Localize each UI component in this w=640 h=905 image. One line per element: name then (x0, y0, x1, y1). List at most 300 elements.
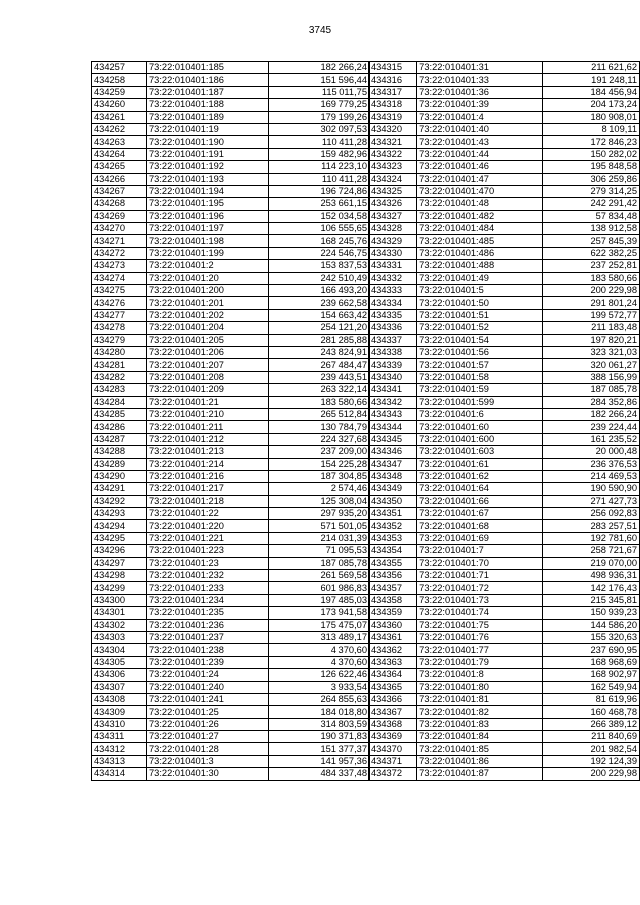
table-row (369, 483, 640, 495)
value-cell: 57 834,48 (543, 210, 640, 222)
cadastral-number-cell: 73:22:010401:85 (417, 743, 543, 755)
value-cell: 187 085,78 (543, 384, 640, 396)
cadastral-number-cell: 73:22:010401:40 (417, 123, 543, 135)
cadastral-number-cell: 73:22:010401:83 (417, 718, 543, 730)
table-row (92, 223, 370, 235)
table-row (369, 669, 640, 681)
row-number-cell: 434344 (369, 421, 417, 433)
value-cell: 200 229,98 (543, 285, 640, 297)
table-row (369, 111, 640, 123)
value-cell: 219 070,00 (543, 557, 640, 569)
value-cell: 155 320,63 (543, 631, 640, 643)
value-cell: 283 257,51 (543, 520, 640, 532)
cadastral-number-cell: 73:22:010401:200 (147, 285, 269, 297)
value-cell: 204 173,24 (543, 99, 640, 111)
row-number-cell: 434264 (92, 148, 147, 160)
row-number-cell: 434310 (92, 718, 147, 730)
cadastral-number-cell: 73:22:010401:22 (147, 508, 269, 520)
row-number-cell: 434306 (92, 669, 147, 681)
cadastral-number-cell: 73:22:010401:239 (147, 656, 269, 668)
value-cell: 271 427,73 (543, 495, 640, 507)
cadastral-number-cell: 73:22:010401:186 (147, 74, 269, 86)
row-number-cell: 434369 (369, 731, 417, 743)
table-row (92, 123, 370, 135)
row-number-cell: 434324 (369, 173, 417, 185)
table-row (92, 743, 370, 755)
cadastral-number-cell: 73:22:010401:192 (147, 161, 269, 173)
row-number-cell: 434332 (369, 272, 417, 284)
table-row (369, 371, 640, 383)
value-cell: 169 779,25 (269, 99, 370, 111)
value-cell: 173 941,58 (269, 607, 370, 619)
cadastral-number-cell: 73:22:010401:31 (417, 62, 543, 74)
cadastral-number-cell: 73:22:010401:57 (417, 359, 543, 371)
table-row (369, 74, 640, 86)
table-row (92, 532, 370, 544)
table-row (92, 768, 370, 780)
row-number-cell: 434282 (92, 371, 147, 383)
value-cell: 197 485,03 (269, 594, 370, 606)
value-cell: 266 389,12 (543, 718, 640, 730)
value-cell: 130 784,79 (269, 421, 370, 433)
row-number-cell: 434257 (92, 62, 147, 74)
table-row (92, 322, 370, 334)
row-number-cell: 434284 (92, 396, 147, 408)
row-number-cell: 434274 (92, 272, 147, 284)
table-row (92, 706, 370, 718)
row-number-cell: 434295 (92, 532, 147, 544)
value-cell: 261 569,58 (269, 570, 370, 582)
cadastral-number-cell: 73:22:010401:60 (417, 421, 543, 433)
row-number-cell: 434267 (92, 185, 147, 197)
cadastral-number-cell: 73:22:010401:6 (417, 408, 543, 420)
row-number-cell: 434276 (92, 297, 147, 309)
table-row (369, 557, 640, 569)
row-number-cell: 434320 (369, 123, 417, 135)
value-cell: 168 902,97 (543, 669, 640, 681)
cadastral-number-cell: 73:22:010401:73 (417, 594, 543, 606)
row-number-cell: 434342 (369, 396, 417, 408)
value-cell: 197 820,21 (543, 334, 640, 346)
cadastral-number-cell: 73:22:010401:24 (147, 669, 269, 681)
table-row (369, 198, 640, 210)
value-cell: 179 199,26 (269, 111, 370, 123)
value-cell: 195 848,58 (543, 161, 640, 173)
table-row (369, 421, 640, 433)
cadastral-number-cell: 73:22:010401:599 (417, 396, 543, 408)
row-number-cell: 434364 (369, 669, 417, 681)
cadastral-number-cell: 73:22:010401:5 (417, 285, 543, 297)
cadastral-number-cell: 73:22:010401:217 (147, 483, 269, 495)
row-number-cell: 434336 (369, 322, 417, 334)
cadastral-number-cell: 73:22:010401:207 (147, 359, 269, 371)
cadastral-number-cell: 73:22:010401:3 (147, 755, 269, 767)
value-cell: 168 968,69 (543, 656, 640, 668)
cadastral-number-cell: 73:22:010401:46 (417, 161, 543, 173)
row-number-cell: 434293 (92, 508, 147, 520)
row-number-cell: 434358 (369, 594, 417, 606)
table-row (369, 223, 640, 235)
value-cell: 279 314,25 (543, 185, 640, 197)
row-number-cell: 434314 (92, 768, 147, 780)
row-number-cell: 434275 (92, 285, 147, 297)
value-cell: 81 619,96 (543, 693, 640, 705)
row-number-cell: 434361 (369, 631, 417, 643)
cadastral-number-cell: 73:22:010401:79 (417, 656, 543, 668)
value-cell: 242 291,42 (543, 198, 640, 210)
row-number-cell: 434366 (369, 693, 417, 705)
row-number-cell: 434333 (369, 285, 417, 297)
row-number-cell: 434273 (92, 260, 147, 272)
table-row (369, 136, 640, 148)
cadastral-number-cell: 73:22:010401:20 (147, 272, 269, 284)
row-number-cell: 434327 (369, 210, 417, 222)
row-number-cell: 434290 (92, 470, 147, 482)
value-cell: 142 176,43 (543, 582, 640, 594)
row-number-cell: 434317 (369, 86, 417, 98)
cadastral-number-cell: 73:22:010401:188 (147, 99, 269, 111)
row-number-cell: 434286 (92, 421, 147, 433)
table-row (369, 731, 640, 743)
value-cell: 257 845,39 (543, 235, 640, 247)
row-number-cell: 434311 (92, 731, 147, 743)
cadastral-number-cell: 73:22:010401:67 (417, 508, 543, 520)
cadastral-number-cell: 73:22:010401:4 (417, 111, 543, 123)
row-number-cell: 434334 (369, 297, 417, 309)
value-cell: 166 493,20 (269, 285, 370, 297)
value-cell: 297 935,20 (269, 508, 370, 520)
value-cell: 115 011,75 (269, 86, 370, 98)
row-number-cell: 434370 (369, 743, 417, 755)
row-number-cell: 434258 (92, 74, 147, 86)
value-cell: 144 586,20 (543, 619, 640, 631)
row-number-cell: 434341 (369, 384, 417, 396)
row-number-cell: 434325 (369, 185, 417, 197)
row-number-cell: 434340 (369, 371, 417, 383)
cadastral-number-cell: 73:22:010401:241 (147, 693, 269, 705)
cadastral-number-cell: 73:22:010401:51 (417, 309, 543, 321)
value-cell: 187 085,78 (269, 557, 370, 569)
cadastral-number-cell: 73:22:010401:68 (417, 520, 543, 532)
value-cell: 153 837,53 (269, 260, 370, 272)
row-number-cell: 434319 (369, 111, 417, 123)
row-number-cell: 434371 (369, 755, 417, 767)
table-row (92, 86, 370, 98)
table-row (369, 272, 640, 284)
row-number-cell: 434359 (369, 607, 417, 619)
value-cell: 258 721,67 (543, 545, 640, 557)
row-number-cell: 434268 (92, 198, 147, 210)
table-row (92, 495, 370, 507)
value-cell: 211 840,69 (543, 731, 640, 743)
cadastral-number-cell: 73:22:010401:76 (417, 631, 543, 643)
row-number-cell: 434263 (92, 136, 147, 148)
row-number-cell: 434262 (92, 123, 147, 135)
table-row (369, 607, 640, 619)
table-row (369, 520, 640, 532)
row-number-cell: 434308 (92, 693, 147, 705)
row-number-cell: 434288 (92, 446, 147, 458)
value-cell: 184 018,80 (269, 706, 370, 718)
cadastral-number-cell: 73:22:010401:218 (147, 495, 269, 507)
value-cell: 484 337,48 (269, 768, 370, 780)
table-row (369, 173, 640, 185)
row-number-cell: 434353 (369, 532, 417, 544)
cadastral-number-cell: 73:22:010401:30 (147, 768, 269, 780)
value-cell: 239 662,58 (269, 297, 370, 309)
row-number-cell: 434300 (92, 594, 147, 606)
cadastral-number-cell: 73:22:010401:66 (417, 495, 543, 507)
row-number-cell: 434335 (369, 309, 417, 321)
cadastral-number-cell: 73:22:010401:8 (417, 669, 543, 681)
row-number-cell: 434367 (369, 706, 417, 718)
table-row (92, 297, 370, 309)
value-cell: 291 801,24 (543, 297, 640, 309)
table-row (92, 755, 370, 767)
table-row (369, 644, 640, 656)
value-cell: 265 512,84 (269, 408, 370, 420)
cadastral-number-cell: 73:22:010401:221 (147, 532, 269, 544)
table-row (369, 62, 640, 74)
value-cell: 71 095,53 (269, 545, 370, 557)
row-number-cell: 434318 (369, 99, 417, 111)
cadastral-number-cell: 73:22:010401:19 (147, 123, 269, 135)
table-row (369, 470, 640, 482)
table-row (369, 161, 640, 173)
row-number-cell: 434362 (369, 644, 417, 656)
value-cell: 151 377,37 (269, 743, 370, 755)
row-number-cell: 434304 (92, 644, 147, 656)
value-cell: 253 661,15 (269, 198, 370, 210)
table-row (369, 768, 640, 780)
cadastral-number-cell: 73:22:010401:196 (147, 210, 269, 222)
table-row (92, 185, 370, 197)
cadastral-number-cell: 73:22:010401:204 (147, 322, 269, 334)
row-number-cell: 434360 (369, 619, 417, 631)
row-number-cell: 434338 (369, 346, 417, 358)
row-number-cell: 434269 (92, 210, 147, 222)
row-number-cell: 434372 (369, 768, 417, 780)
value-cell: 242 510,49 (269, 272, 370, 284)
value-cell: 152 034,58 (269, 210, 370, 222)
row-number-cell: 434261 (92, 111, 147, 123)
table-row (92, 111, 370, 123)
table-row (369, 185, 640, 197)
value-cell: 154 663,42 (269, 309, 370, 321)
right-data-table (368, 61, 640, 781)
cadastral-number-cell: 73:22:010401:486 (417, 247, 543, 259)
row-number-cell: 434350 (369, 495, 417, 507)
row-number-cell: 434352 (369, 520, 417, 532)
table-row (369, 508, 640, 520)
cadastral-number-cell: 73:22:010401:209 (147, 384, 269, 396)
table-row (92, 644, 370, 656)
value-cell: 182 266,24 (543, 408, 640, 420)
cadastral-number-cell: 73:22:010401:600 (417, 433, 543, 445)
table-row (92, 582, 370, 594)
value-cell: 320 061,27 (543, 359, 640, 371)
table-row (92, 631, 370, 643)
row-number-cell: 434279 (92, 334, 147, 346)
cadastral-number-cell: 73:22:010401:80 (417, 681, 543, 693)
value-cell: 267 484,47 (269, 359, 370, 371)
row-number-cell: 434265 (92, 161, 147, 173)
cadastral-number-cell: 73:22:010401:72 (417, 582, 543, 594)
table-row (92, 247, 370, 259)
table-row (92, 483, 370, 495)
cadastral-number-cell: 73:22:010401:7 (417, 545, 543, 557)
row-number-cell: 434316 (369, 74, 417, 86)
table-row (369, 346, 640, 358)
row-number-cell: 434351 (369, 508, 417, 520)
cadastral-number-cell: 73:22:010401:482 (417, 210, 543, 222)
row-number-cell: 434266 (92, 173, 147, 185)
row-number-cell: 434347 (369, 458, 417, 470)
cadastral-number-cell: 73:22:010401:59 (417, 384, 543, 396)
cadastral-number-cell: 73:22:010401:61 (417, 458, 543, 470)
value-cell: 110 411,28 (269, 136, 370, 148)
value-cell: 160 468,78 (543, 706, 640, 718)
cadastral-number-cell: 73:22:010401:198 (147, 235, 269, 247)
cadastral-number-cell: 73:22:010401:33 (417, 74, 543, 86)
cadastral-number-cell: 73:22:010401:187 (147, 86, 269, 98)
value-cell: 126 622,46 (269, 669, 370, 681)
value-cell: 224 546,75 (269, 247, 370, 259)
value-cell: 182 266,24 (269, 62, 370, 74)
cadastral-number-cell: 73:22:010401:28 (147, 743, 269, 755)
cadastral-number-cell: 73:22:010401:191 (147, 148, 269, 160)
table-row (92, 433, 370, 445)
table-row (92, 446, 370, 458)
value-cell: 256 092,83 (543, 508, 640, 520)
value-cell: 2 574,46 (269, 483, 370, 495)
table-row (369, 384, 640, 396)
row-number-cell: 434329 (369, 235, 417, 247)
cadastral-number-cell: 73:22:010401:56 (417, 346, 543, 358)
cadastral-number-cell: 73:22:010401:214 (147, 458, 269, 470)
value-cell: 281 285,88 (269, 334, 370, 346)
row-number-cell: 434299 (92, 582, 147, 594)
value-cell: 150 282,02 (543, 148, 640, 160)
table-row (92, 359, 370, 371)
value-cell: 4 370,60 (269, 656, 370, 668)
value-cell: 125 308,04 (269, 495, 370, 507)
table-row (369, 693, 640, 705)
value-cell: 114 223,10 (269, 161, 370, 173)
value-cell: 187 304,85 (269, 470, 370, 482)
cadastral-number-cell: 73:22:010401:194 (147, 185, 269, 197)
table-row (369, 396, 640, 408)
table-row (369, 235, 640, 247)
cadastral-number-cell: 73:22:010401:86 (417, 755, 543, 767)
table-row (369, 148, 640, 160)
value-cell: 183 580,66 (269, 396, 370, 408)
value-cell: 263 322,14 (269, 384, 370, 396)
cadastral-number-cell: 73:22:010401:47 (417, 173, 543, 185)
row-number-cell: 434289 (92, 458, 147, 470)
row-number-cell: 434312 (92, 743, 147, 755)
table-row (92, 718, 370, 730)
table-row (369, 495, 640, 507)
row-number-cell: 434292 (92, 495, 147, 507)
table-row (369, 656, 640, 668)
row-number-cell: 434354 (369, 545, 417, 557)
table-row (369, 309, 640, 321)
table-row (369, 743, 640, 755)
cadastral-number-cell: 73:22:010401:64 (417, 483, 543, 495)
row-number-cell: 434285 (92, 408, 147, 420)
value-cell: 239 443,51 (269, 371, 370, 383)
value-cell: 150 939,23 (543, 607, 640, 619)
table-row (92, 272, 370, 284)
value-cell: 138 912,58 (543, 223, 640, 235)
table-row (369, 210, 640, 222)
row-number-cell: 434260 (92, 99, 147, 111)
row-number-cell: 434322 (369, 148, 417, 160)
table-row (369, 334, 640, 346)
value-cell: 284 352,86 (543, 396, 640, 408)
cadastral-number-cell: 73:22:010401:77 (417, 644, 543, 656)
table-row (92, 656, 370, 668)
row-number-cell: 434363 (369, 656, 417, 668)
value-cell: 323 321,03 (543, 346, 640, 358)
cadastral-number-cell: 73:22:010401:201 (147, 297, 269, 309)
row-number-cell: 434339 (369, 359, 417, 371)
cadastral-number-cell: 73:22:010401:205 (147, 334, 269, 346)
row-number-cell: 434365 (369, 681, 417, 693)
row-number-cell: 434277 (92, 309, 147, 321)
value-cell: 141 957,36 (269, 755, 370, 767)
row-number-cell: 434315 (369, 62, 417, 74)
value-cell: 201 982,54 (543, 743, 640, 755)
value-cell: 154 225,28 (269, 458, 370, 470)
row-number-cell: 434287 (92, 433, 147, 445)
table-row (92, 260, 370, 272)
value-cell: 211 621,62 (543, 62, 640, 74)
cadastral-number-cell: 73:22:010401:206 (147, 346, 269, 358)
row-number-cell: 434302 (92, 619, 147, 631)
value-cell: 236 376,53 (543, 458, 640, 470)
table-row (92, 508, 370, 520)
cadastral-number-cell: 73:22:010401:603 (417, 446, 543, 458)
row-number-cell: 434343 (369, 408, 417, 420)
table-row (369, 619, 640, 631)
value-cell: 190 371,83 (269, 731, 370, 743)
table-row (92, 607, 370, 619)
value-cell: 183 580,66 (543, 272, 640, 284)
table-row (92, 693, 370, 705)
table-row (92, 346, 370, 358)
value-cell: 239 224,44 (543, 421, 640, 433)
cadastral-number-cell: 73:22:010401:25 (147, 706, 269, 718)
cadastral-number-cell: 73:22:010401:195 (147, 198, 269, 210)
row-number-cell: 434323 (369, 161, 417, 173)
cadastral-number-cell: 73:22:010401:70 (417, 557, 543, 569)
table-row (369, 359, 640, 371)
value-cell: 214 031,39 (269, 532, 370, 544)
table-row (369, 718, 640, 730)
cadastral-number-cell: 73:22:010401:235 (147, 607, 269, 619)
table-row (92, 408, 370, 420)
cadastral-number-cell: 73:22:010401:197 (147, 223, 269, 235)
cadastral-number-cell: 73:22:010401:26 (147, 718, 269, 730)
row-number-cell: 434326 (369, 198, 417, 210)
table-row (92, 421, 370, 433)
cadastral-number-cell: 73:22:010401:2 (147, 260, 269, 272)
row-number-cell: 434298 (92, 570, 147, 582)
cadastral-number-cell: 73:22:010401:75 (417, 619, 543, 631)
value-cell: 110 411,28 (269, 173, 370, 185)
